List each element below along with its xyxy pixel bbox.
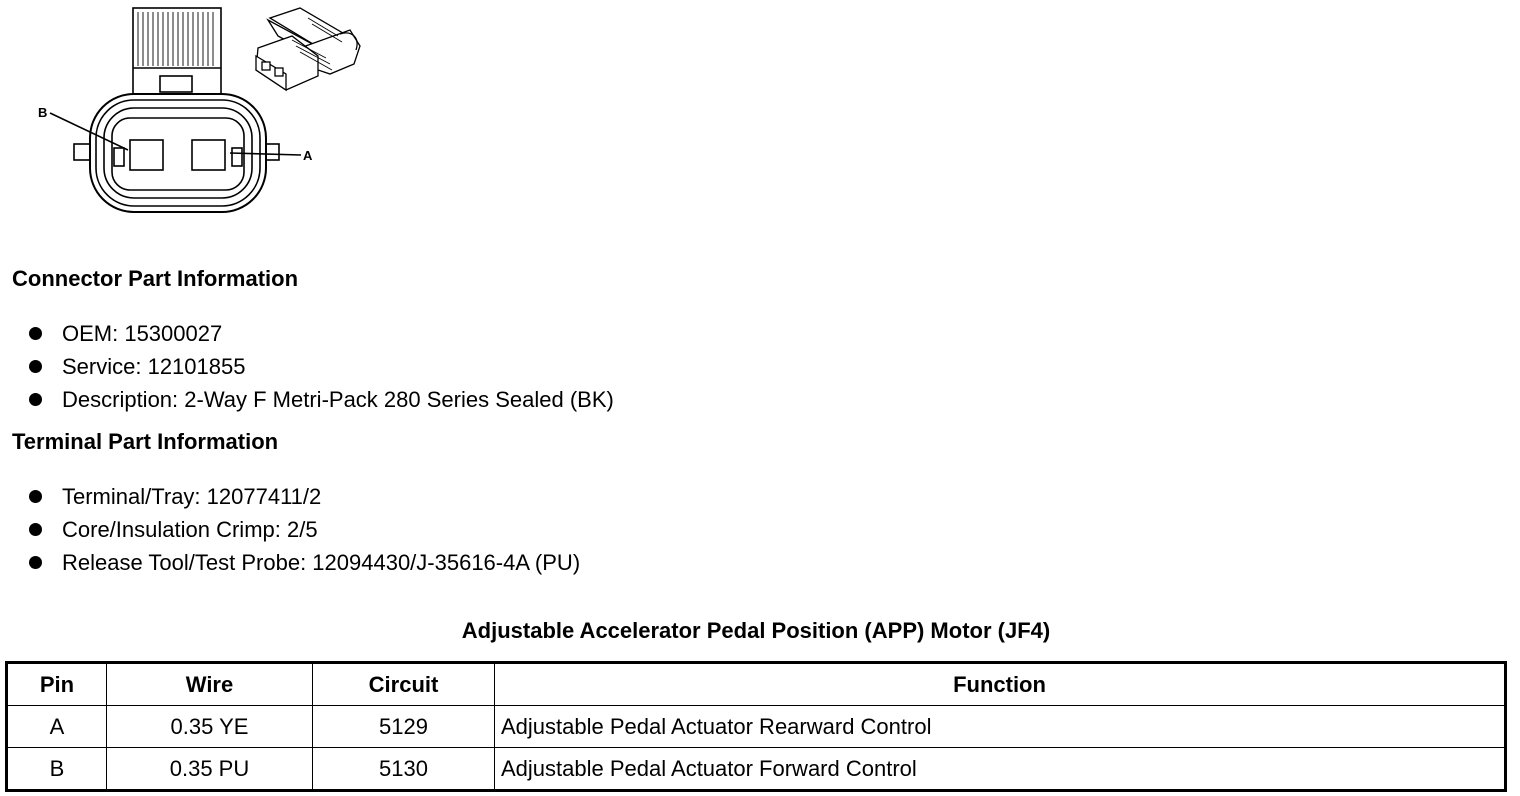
table-header-row: [7, 663, 1506, 706]
connector-perspective-view: [256, 8, 360, 90]
column-header-circuit: Circuit: [313, 663, 495, 706]
list-item: Service: 12101855: [24, 350, 614, 383]
wire-cell: 0.35 PU: [107, 748, 313, 791]
list-item: Terminal/Tray: 12077411/2: [24, 480, 580, 513]
column-header-pin: Pin: [7, 663, 107, 706]
table-row: [7, 706, 1506, 748]
list-item: OEM: 15300027: [24, 317, 614, 350]
connector-face-view: [50, 8, 301, 212]
pin-cell: B: [7, 748, 107, 791]
circuit-cell: 5129: [313, 706, 495, 748]
function-cell: Adjustable Pedal Actuator Forward Control: [495, 748, 1506, 791]
list-item: Core/Insulation Crimp: 2/5: [24, 513, 580, 546]
wire-cell: 0.35 YE: [107, 706, 313, 748]
pin-a-label: A: [303, 148, 313, 163]
circuit-cell: 5130: [313, 748, 495, 791]
cavity-b: [130, 140, 163, 170]
terminal-part-info-list: [24, 480, 580, 579]
list-item: Release Tool/Test Probe: 12094430/J-35616-4A (PU): [24, 546, 580, 579]
pinout-table-title: Adjustable Accelerator Pedal Position (APP) Motor (JF4): [461, 618, 1051, 643]
list-item: Description: 2-Way F Metri-Pack 280 Series Sealed (BK): [24, 383, 614, 416]
column-header-function: Function: [495, 663, 1506, 706]
column-header-wire: Wire: [107, 663, 313, 706]
terminal-part-info-heading: Terminal Part Information: [12, 429, 279, 454]
function-cell: Adjustable Pedal Actuator Rearward Control: [495, 706, 1506, 748]
pinout-table: [5, 661, 1507, 792]
cavity-a: [192, 140, 225, 170]
connector-diagram: [0, 0, 380, 225]
pin-b-label: B: [38, 105, 48, 120]
connector-part-info-list: [24, 317, 614, 416]
table-row: [7, 748, 1506, 791]
connector-part-info-heading: Connector Part Information: [12, 266, 299, 291]
pin-cell: A: [7, 706, 107, 748]
